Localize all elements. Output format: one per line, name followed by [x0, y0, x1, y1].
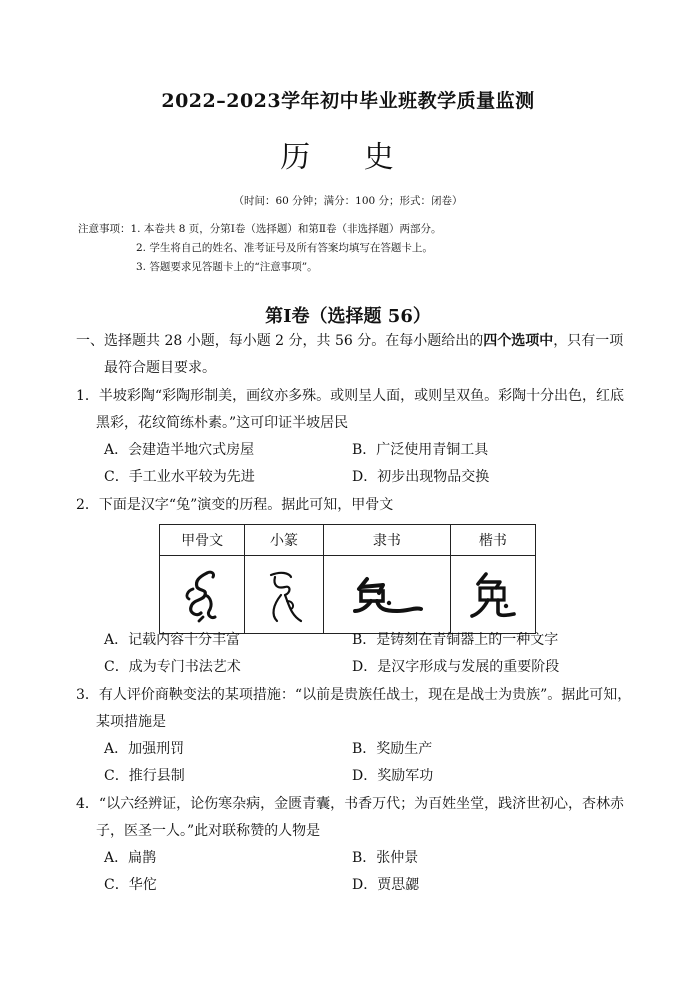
clerical-script-rabbit-icon — [349, 573, 425, 617]
option-a: A．加强刑罚 — [104, 741, 185, 757]
table-header: 小篆 — [245, 525, 324, 556]
instructions-bold: 四个选项中 — [483, 333, 554, 349]
question-2 — [76, 492, 636, 519]
note-item: 2. 学生将自己的姓名、准考证号及所有答案均填写在答题卡上。 — [136, 242, 433, 254]
note-item: 3. 答题要求见答题卡上的“注意事项”。 — [136, 261, 318, 273]
question-stem: 3．有人评价商鞅变法的某项措施：“以前是贵族任战士，现在是战士为贵族”。据此可知，某项措施是 — [76, 687, 632, 730]
clerical-script-glyph — [323, 556, 450, 634]
oracle-bone-glyph — [160, 556, 245, 634]
option-d: D．是汉字形成与发展的重要阶段 — [352, 659, 560, 675]
option-d: D．贾思勰 — [352, 877, 420, 893]
option-b: B．张仲景 — [352, 850, 419, 866]
table-header: 楷书 — [450, 525, 535, 556]
question-1 — [76, 383, 636, 491]
option-b: B．广泛使用青铜工具 — [352, 442, 489, 458]
option-c: C．推行县制 — [104, 768, 185, 784]
option-a: A．扁鹊 — [104, 850, 157, 866]
seal-script-rabbit-icon — [261, 565, 307, 625]
option-c: C．成为专门书法艺术 — [104, 659, 241, 675]
regular-script-rabbit-icon — [468, 570, 518, 620]
seal-script-glyph — [245, 556, 324, 634]
oracle-bone-rabbit-icon — [177, 567, 227, 623]
option-a: A．会建造半地穴式房屋 — [104, 442, 255, 458]
exam-meta: （时间：60 分钟；满分：100 分；形式：闭卷） — [233, 195, 463, 207]
option-a: A．记载内容十分丰富 — [104, 632, 241, 648]
option-d: D．奖励军功 — [352, 768, 434, 784]
character-evolution-table — [159, 524, 536, 634]
option-c: C．手工业水平较为先进 — [104, 469, 255, 485]
option-b: B．奖励生产 — [352, 741, 433, 757]
notes-block — [78, 220, 442, 277]
question-stem: 2．下面是汉字“兔”演变的历程。据此可知，甲骨文 — [76, 497, 394, 513]
option-c: C．华佗 — [104, 877, 157, 893]
question-2-options — [76, 627, 636, 681]
subject-title: 历 史 — [280, 140, 416, 175]
table-header: 甲骨文 — [160, 525, 245, 556]
option-b: B．是铸刻在青铜器上的一种文字 — [352, 632, 559, 648]
note-item: 1. 本卷共 8 页，分第Ⅰ卷（选择题）和第Ⅱ卷（非选择题）两部分。 — [130, 223, 442, 235]
instructions-text-2: ，只有一项最符合题目要求。 — [104, 333, 624, 376]
question-4 — [76, 791, 636, 899]
instructions — [76, 328, 636, 382]
exam-title: 2022–2023学年初中毕业班教学质量监测 — [161, 90, 535, 112]
option-d: D．初步出现物品交换 — [352, 469, 490, 485]
regular-script-glyph — [450, 556, 535, 634]
instructions-text: 一、选择题共 28 小题，每小题 2 分，共 56 分。在每小题给出的 — [76, 333, 484, 349]
section-title: 第Ⅰ卷（选择题 56） — [265, 306, 431, 327]
notes-label: 注意事项： — [78, 223, 131, 235]
question-3 — [76, 682, 636, 790]
table-header: 隶书 — [323, 525, 450, 556]
question-stem: 4．“以六经辨证，论伤寒杂病，金匮青囊，书香万代；为百姓坐堂，践济世初心，杏林赤子，医圣一人。”此对联称赞的人物是 — [76, 796, 625, 839]
question-stem: 1．半坡彩陶“彩陶形制美，画纹亦多殊。或则呈人面，或则呈双鱼。彩陶十分出色，红底黑彩，花纹简练朴素。”这可印证半坡居民 — [76, 388, 625, 431]
